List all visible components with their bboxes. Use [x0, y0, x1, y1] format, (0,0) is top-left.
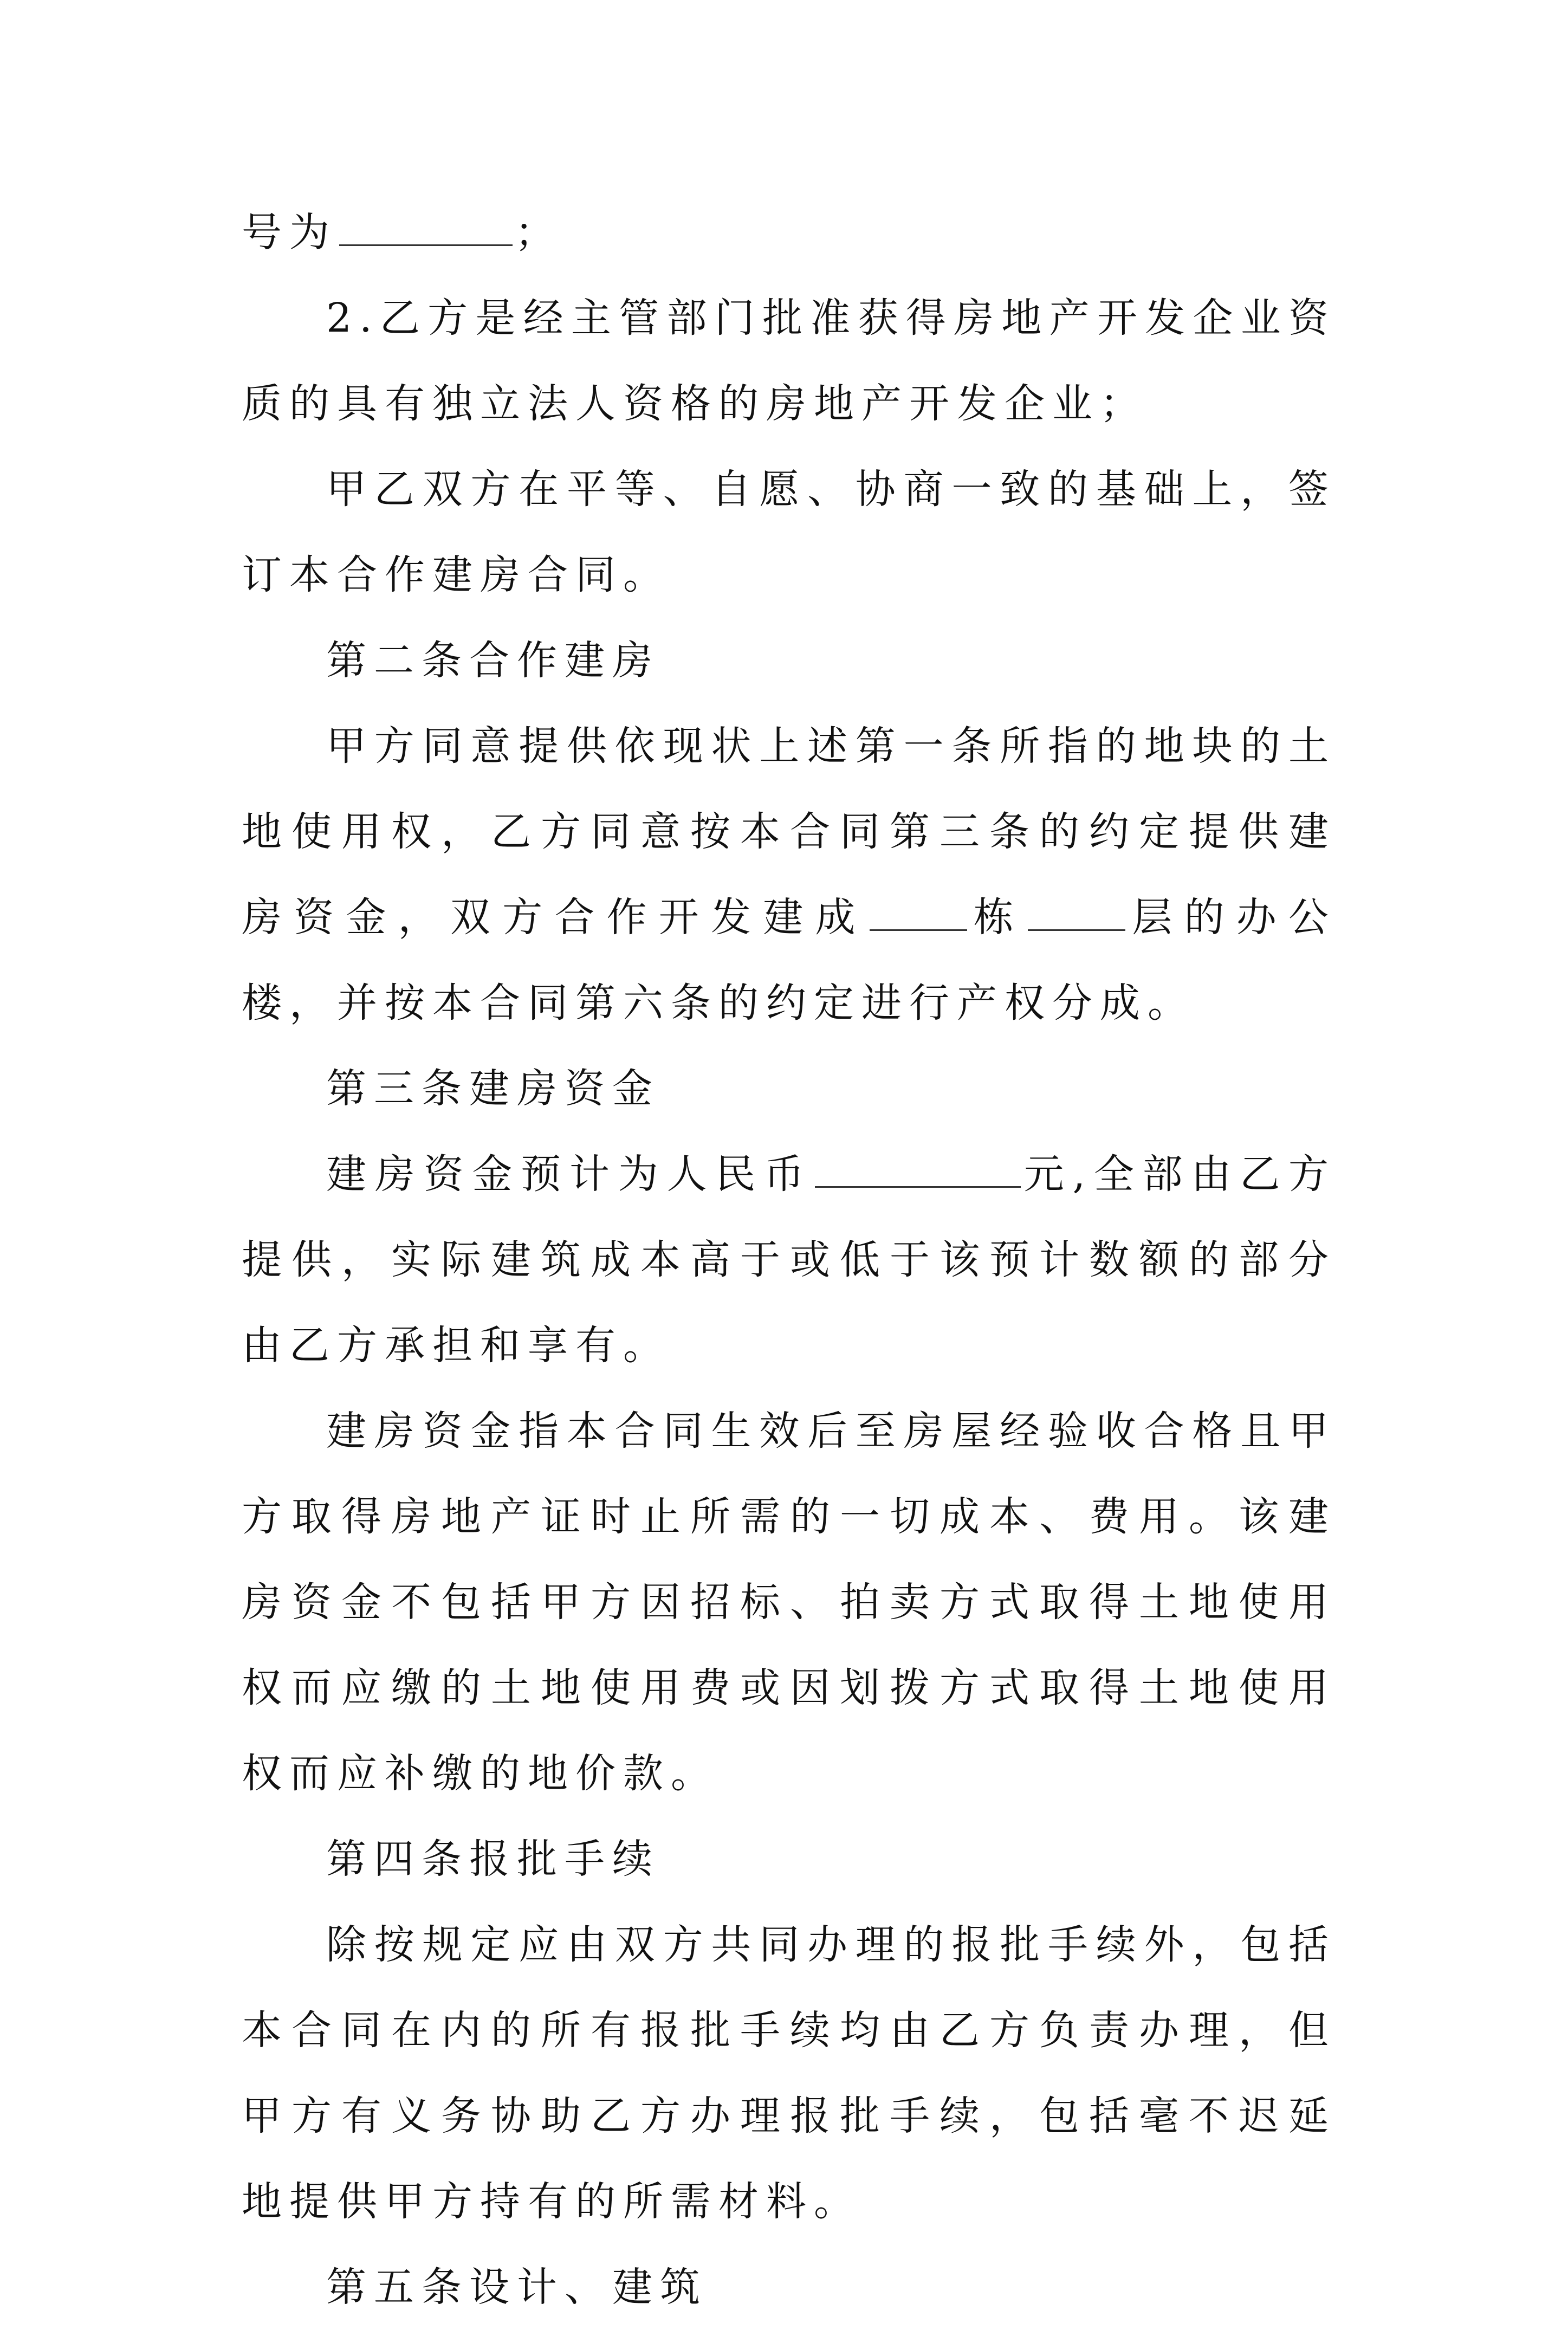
- heading-article-3: 第三条建房资金: [326, 1065, 660, 1112]
- text-part-b: 元,全部由乙方提供，实际建筑成本高于或低于该预计数额的部分由乙方承担和享有。: [242, 1151, 1336, 1369]
- heading-article-4: 第四条报批手续: [326, 1836, 660, 1882]
- paragraph-cooperation: [242, 703, 1336, 1046]
- paragraph-registration-number: [242, 190, 1336, 275]
- document-body: [242, 190, 1336, 2330]
- text-part-a: 建房资金预计为人民币: [326, 1151, 813, 1198]
- text-part-c: 层的办公楼，并按本合同第六条的约定进行产权分成。: [242, 894, 1337, 1026]
- paragraph-party-b-qualification: 2.乙方是经主管部门批准获得房地产开发企业资质的具有独立法人资格的房地产开发企业；: [242, 295, 1336, 427]
- text-part-a: 甲方同意提供依现状上述第一条所指的地块的土地使用权，乙方同意按本合同第三条的约定提供建房资金，双方合作开发建成: [242, 723, 1336, 941]
- blank-field-amount: [815, 1148, 1021, 1188]
- text-suffix: ；: [515, 209, 562, 256]
- blank-field-number: [339, 206, 513, 246]
- blank-field-floors: [1028, 891, 1125, 931]
- paragraph-approval-procedures: 除按规定应由双方共同办理的报批手续外，包括本合同在内的所有报批手续均由乙方负责办理，但甲方有义务协助乙方办理报批手续，包括毫不迟延地提供甲方持有的所需材料。: [242, 1921, 1336, 2225]
- heading-article-2: 第二条合作建房: [326, 637, 660, 684]
- text-part-b: 栋: [969, 894, 1026, 941]
- heading-article-5: 第五条设计、建筑: [326, 2264, 708, 2310]
- paragraph-funds-estimate: [242, 1131, 1336, 1388]
- text-prefix: 号为: [242, 209, 337, 256]
- paragraph-funds-definition: 建房资金指本合同生效后至房屋经验收合格且甲方取得房地产证时止所需的一切成本、费用。该建房资金不包括甲方因招标、拍卖方式取得土地使用权而应缴的土地使用费或因划拨方式取得土地使用权而应补缴的地价款。: [242, 1408, 1336, 1797]
- blank-field-buildings: [870, 891, 967, 931]
- paragraph-agreement-basis: 甲乙双方在平等、自愿、协商一致的基础上，签订本合作建房合同。: [242, 466, 1336, 598]
